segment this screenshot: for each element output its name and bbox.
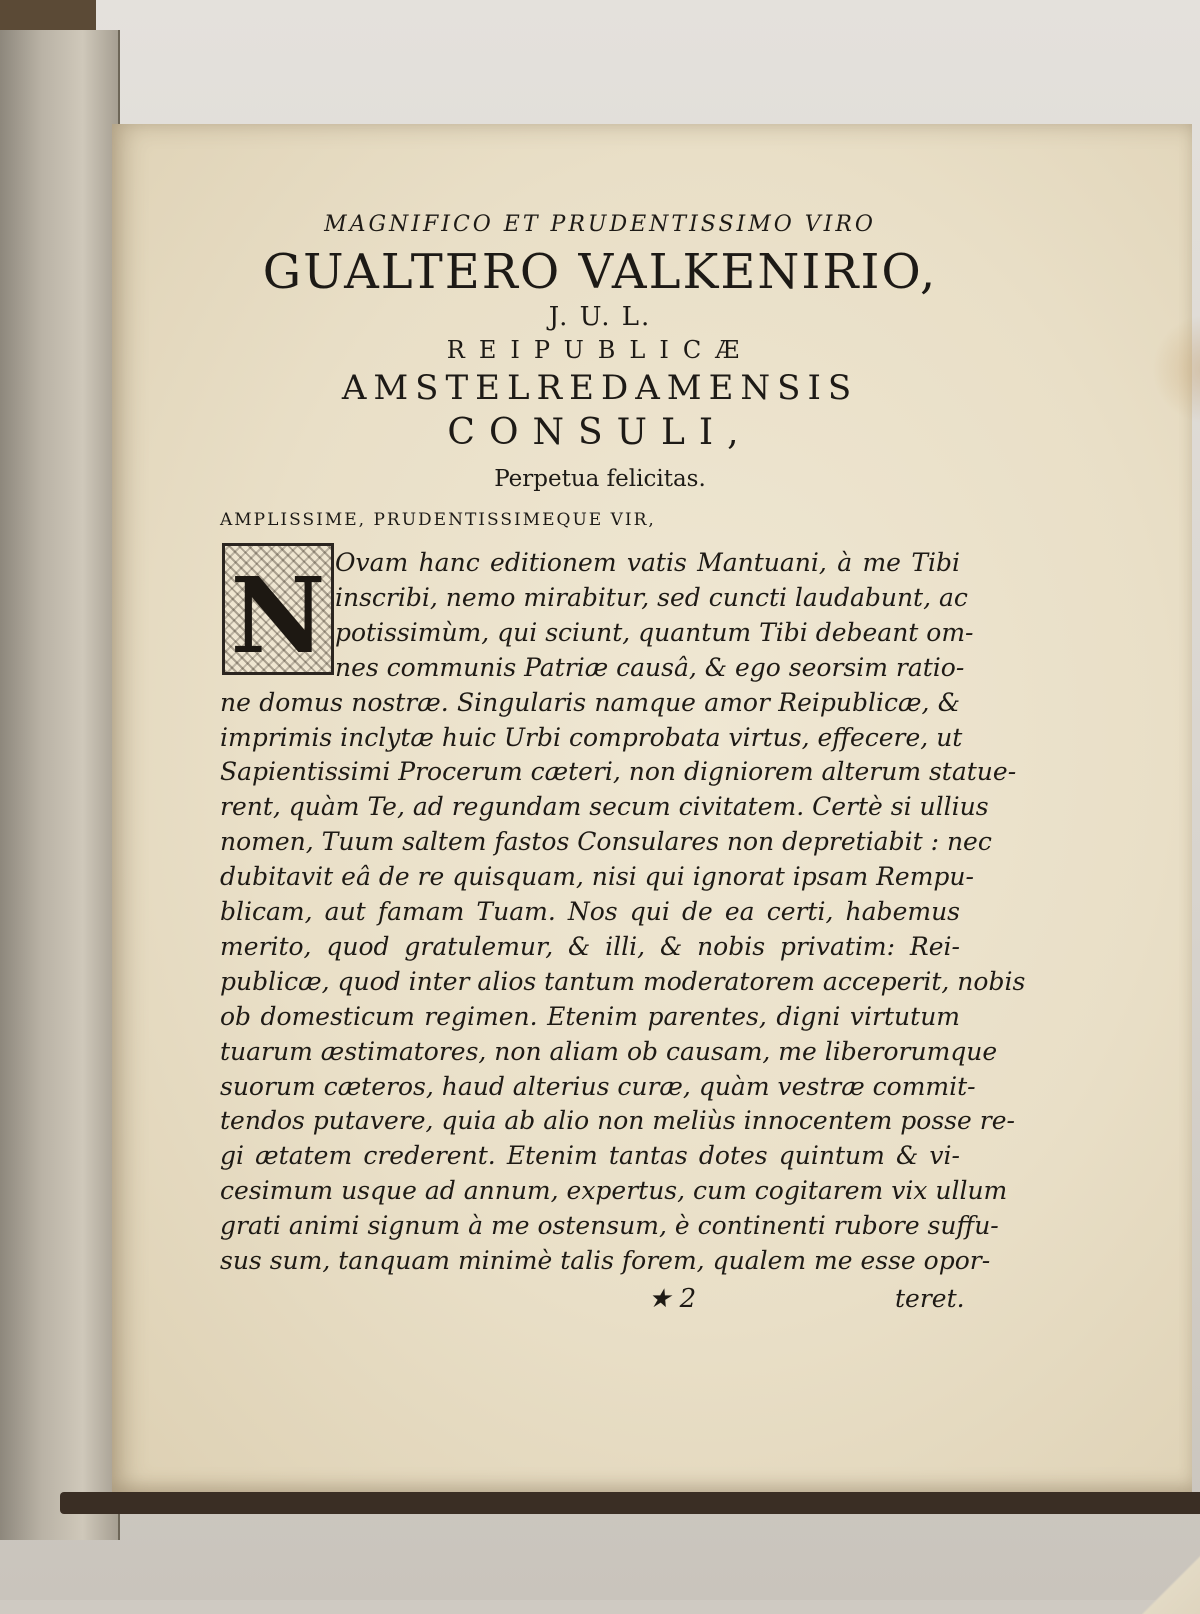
heading-consuli: CONSULI, — [447, 412, 753, 453]
text-line: merito, quod gratulemur, & illi, & nobis privatim: Rei- — [220, 931, 960, 961]
heading-reipublicae: REIPUBLICÆ — [446, 336, 754, 364]
text-line: blicam, aut famam Tuam. Nos qui de ea certi, habemus — [220, 897, 960, 926]
signature-mark: ★ 2 — [648, 1284, 697, 1314]
text-line: cesimum usque ad annum, expertus, cum cogitarem vix ullum — [220, 1176, 1008, 1206]
text-line: nes communis Patriæ causâ, & ego seorsim ratio- — [335, 652, 965, 682]
text-line: potissimùm, qui sciunt, quantum Tibi debeant om- — [335, 617, 974, 647]
salutation: AMPLISSIME, PRUDENTISSIMEQUE VIR, — [220, 510, 656, 530]
greeting: Perpetua felicitas. — [494, 466, 706, 492]
text-line: dubitavit eâ de re quisquam, nisi qui ignorat ipsam Rempu- — [220, 862, 974, 892]
text-line: rent, quàm Te, ad regundam secum civitatem. Certè si ullius — [220, 792, 989, 822]
text-line: inscribi, nemo mirabitur, sed cuncti laudabunt, ac — [335, 582, 968, 612]
text-line: gi ætatem crederent. Etenim tantas dotes quintum & vi- — [220, 1141, 960, 1171]
text-line: ob domesticum regimen. Etenim parentes, digni virtutum — [220, 1001, 960, 1031]
ornamental-initial — [222, 543, 334, 675]
book-cover-edge — [60, 1492, 1200, 1514]
dedicatee-name: GUALTERO VALKENIRIO, — [262, 244, 938, 300]
text-line: tuarum æstimatores, non aliam ob causam, me liberorumque — [220, 1036, 998, 1066]
page-corner-fold — [1142, 1464, 1200, 1614]
dedication-line: MAGNIFICO ET PRUDENTISSIMO VIRO — [324, 212, 876, 237]
text-line: tendos putavere, quia ab alio non meliùs innocentem posse re- — [220, 1106, 1015, 1136]
text-line: publicæ, quod inter alios tantum moderatorem acceperit, nobis — [220, 966, 1026, 996]
text-line: ne domus nostræ. Singularis namque amor Reipublicæ, & — [220, 687, 960, 717]
text-line: nomen, Tuum saltem fastos Consulares non depretiabit : nec — [220, 827, 992, 857]
text-line: Ovam hanc editionem vatis Mantuani, à me Tibi — [335, 548, 960, 577]
text-line: imprimis inclytæ huic Urbi comprobata virtus, effecere, ut — [220, 722, 963, 752]
text-line: sus sum, tanquam minimè talis forem, qualem me esse opor- — [220, 1246, 991, 1275]
ornamental-initial-letter: N — [230, 554, 326, 677]
heading-amstelredamensis: AMSTELREDAMENSIS — [341, 368, 859, 408]
text-line: suorum cæteros, haud alterius curæ, quàm vestræ commit- — [220, 1071, 976, 1101]
text-line: Sapientissimi Procerum cæteri, non digniorem alterum statue- — [220, 757, 1017, 787]
text-line: grati animi signum à me ostensum, è continenti rubore suffu- — [220, 1211, 999, 1241]
dedicatee-title: J. U. L. — [548, 302, 652, 332]
catchword: teret. — [895, 1284, 965, 1313]
